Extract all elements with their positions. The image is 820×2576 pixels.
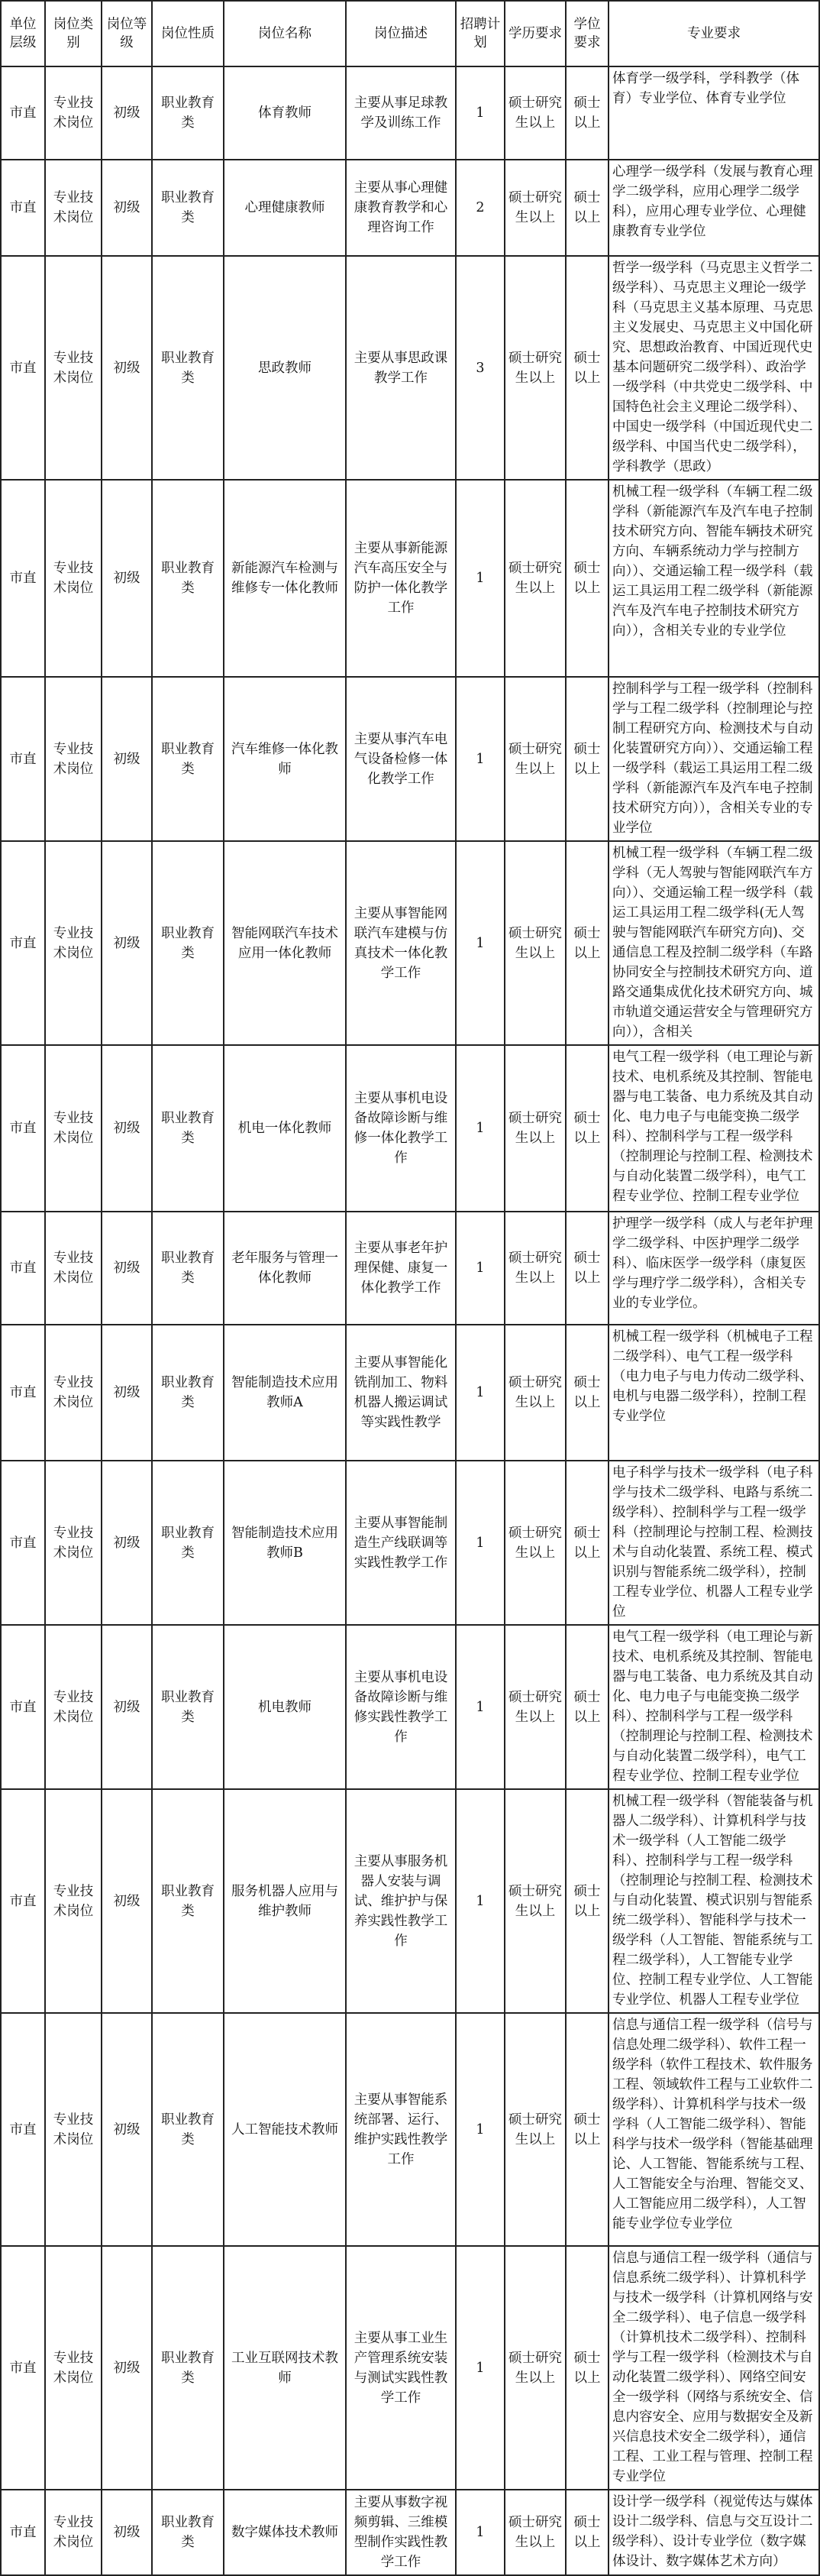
table-row: [1, 1625, 819, 1789]
cell-degree: 硕士以上: [566, 2490, 609, 2575]
cell-major: 机械工程一级学科（机械电子工程二级学科）、电气工程一级学科（电力电子与电力传动二级学科、电机与电器二级学科），控制工程专业学位: [609, 1325, 819, 1461]
cell-major: 电子科学与技术一级学科（电子科学与技术二级学科、电路与系统二级学科）、控制科学与工程一级学科（控制理论与控制工程、检测技术与自动化装置、系统工程、模式识别与智能系统二级学科），控制工程专业学位、机器人工程专业学位: [609, 1461, 819, 1625]
cell-name: 人工智能技术教师: [224, 2013, 346, 2246]
cell-level: 市直: [1, 256, 45, 480]
cell-education: 硕士研究生以上: [505, 2246, 566, 2490]
table-row: [1, 1212, 819, 1325]
cell-degree: 硕士以上: [566, 841, 609, 1045]
cell-desc: 主要从事新能源汽车高压安全与防护一体化教学工作: [346, 480, 456, 677]
cell-grade: 初级: [102, 1461, 152, 1625]
cell-major: 心理学一级学科（发展与教育心理学二级学科，应用心理学二级学科），应用心理专业学位、心理健康教育专业学位: [609, 160, 819, 256]
header-count: 招聘计划: [456, 1, 505, 66]
cell-desc: 主要从事汽车电气设备检修一体化教学工作: [346, 677, 456, 841]
cell-count: 1: [456, 1461, 505, 1625]
cell-desc: 主要从事足球教学及训练工作: [346, 66, 456, 160]
cell-count: 1: [456, 2246, 505, 2490]
table-row: [1, 1325, 819, 1461]
cell-education: 硕士研究生以上: [505, 2013, 566, 2246]
cell-education: 硕士研究生以上: [505, 1461, 566, 1625]
cell-education: 硕士研究生以上: [505, 841, 566, 1045]
cell-category: 专业技术岗位: [45, 2490, 102, 2575]
cell-name: 心理健康教师: [224, 160, 346, 256]
cell-major: 机械工程一级学科（车辆工程二级学科（新能源汽车及汽车电子控制技术研究方向、智能车辆技术研究方向、车辆系统动力学与控制方向））、交通运输工程一级学科（载运工具运用工程二级学科（新能源汽车及汽车电子控制技术研究方向）），含相关专业的专业学位: [609, 480, 819, 677]
cell-nature: 职业教育类: [152, 160, 224, 256]
cell-desc: 主要从事老年护理保健、康复一体化教学工作: [346, 1212, 456, 1325]
cell-count: 1: [456, 1212, 505, 1325]
cell-level: 市直: [1, 841, 45, 1045]
cell-level: 市直: [1, 2490, 45, 2575]
cell-name: 数字媒体技术教师: [224, 2490, 346, 2575]
cell-degree: 硕士以上: [566, 256, 609, 480]
header-category: 岗位类别: [45, 1, 102, 66]
cell-nature: 职业教育类: [152, 2246, 224, 2490]
cell-degree: 硕士以上: [566, 1461, 609, 1625]
cell-degree: 硕士以上: [566, 160, 609, 256]
cell-major: 控制科学与工程一级学科（控制科学与工程二级学科（控制理论与控制工程研究方向、检测技术与自动化装置研究方向））、交通运输工程一级学科（载运工具运用工程二级学科（新能源汽车及汽车电子控制技术研究方向）），含相关专业的专业学位: [609, 677, 819, 841]
cell-education: 硕士研究生以上: [505, 1325, 566, 1461]
cell-desc: 主要从事智能系统部署、运行、维护实践性教学工作: [346, 2013, 456, 2246]
cell-count: 1: [456, 1045, 505, 1212]
cell-level: 市直: [1, 2246, 45, 2490]
cell-count: 1: [456, 2490, 505, 2575]
cell-nature: 职业教育类: [152, 1461, 224, 1625]
cell-degree: 硕士以上: [566, 1625, 609, 1789]
cell-desc: 主要从事心理健康教育教学和心理咨询工作: [346, 160, 456, 256]
cell-name: 老年服务与管理一体化教师: [224, 1212, 346, 1325]
header-level: 单位层级: [1, 1, 45, 66]
cell-level: 市直: [1, 480, 45, 677]
cell-nature: 职业教育类: [152, 256, 224, 480]
cell-nature: 职业教育类: [152, 1325, 224, 1461]
header-name: 岗位名称: [224, 1, 346, 66]
cell-level: 市直: [1, 1325, 45, 1461]
header-desc: 岗位描述: [346, 1, 456, 66]
cell-major: 信息与通信工程一级学科（通信与信息系统二级学科）、计算机科学与技术一级学科（计算机网络与安全二级学科）、电子信息一级学科（计算机技术二级学科）、控制科学与工程一级学科（检测技术与自动化装置二级学科）、网络空间安全一级学科（网络与系统安全、信息内容安全、应用与数据安全及新兴信息技术安全二级学科），通信工程、工业工程与管理、控制工程专业学位: [609, 2246, 819, 2490]
cell-nature: 职业教育类: [152, 1212, 224, 1325]
cell-level: 市直: [1, 1625, 45, 1789]
cell-education: 硕士研究生以上: [505, 480, 566, 677]
cell-count: 3: [456, 256, 505, 480]
cell-education: 硕士研究生以上: [505, 1789, 566, 2013]
cell-category: 专业技术岗位: [45, 1325, 102, 1461]
cell-level: 市直: [1, 1461, 45, 1625]
cell-desc: 主要从事智能网联汽车建模与仿真技术一体化教学工作: [346, 841, 456, 1045]
table-row: [1, 480, 819, 677]
cell-category: 专业技术岗位: [45, 2246, 102, 2490]
cell-name: 服务机器人应用与维护教师: [224, 1789, 346, 2013]
cell-grade: 初级: [102, 2246, 152, 2490]
cell-education: 硕士研究生以上: [505, 1212, 566, 1325]
cell-count: 2: [456, 160, 505, 256]
table-row: [1, 1789, 819, 2013]
cell-major: 护理学一级学科（成人与老年护理学二级学科、中医护理学二级学科）、临床医学一级学科（康复医学与理疗学二级学科），含相关专业的专业学位。: [609, 1212, 819, 1325]
cell-education: 硕士研究生以上: [505, 2490, 566, 2575]
cell-name: 新能源汽车检测与维修专一体化教师: [224, 480, 346, 677]
header-nature: 岗位性质: [152, 1, 224, 66]
cell-category: 专业技术岗位: [45, 1625, 102, 1789]
table-row: [1, 160, 819, 256]
cell-major: 信息与通信工程一级学科（信号与信息处理二级学科）、软件工程一级学科（软件工程技术、软件服务工程、领域软件工程与工业软件二级学科）、计算机科学与技术一级学科（人工智能二级学科）、智能科学与技术一级学科（智能基础理论、人工智能、智能系统与工程、人工智能安全与治理、智能交叉、人工智能应用二级学科），人工智能专业学位专业学位: [609, 2013, 819, 2246]
cell-major: 机械工程一级学科（智能装备与机器人二级学科）、计算机科学与技术一级学科（人工智能二级学科）、控制科学与工程一级学科（控制理论与控制工程、检测技术与自动化装置、模式识别与智能系统二级学科）、智能科学与技术一级学科（人工智能、智能系统与工程二级学科），人工智能专业学位、控制工程专业学位、人工智能专业学位、机器人工程专业学位: [609, 1789, 819, 2013]
table-row: [1, 1461, 819, 1625]
cell-major: 设计学一级学科（视觉传达与媒体设计二级学科、信息与交互设计二级学科）、设计专业学位（数字媒体设计、数字媒体艺术方向）: [609, 2490, 819, 2575]
cell-major: 电气工程一级学科（电工理论与新技术、电机系统及其控制、智能电器与电工装备、电力系统及其自动化、电力电子与电能变换二级学科）、控制科学与工程一级学科（控制理论与控制工程、检测技术与自动化装置二级学科），电气工程专业学位、控制工程专业学位: [609, 1045, 819, 1212]
cell-count: 1: [456, 480, 505, 677]
cell-desc: 主要从事服务机器人安装与调试、维护护与保养实践性教学工作: [346, 1789, 456, 2013]
table-row: [1, 2246, 819, 2490]
cell-category: 专业技术岗位: [45, 66, 102, 160]
cell-nature: 职业教育类: [152, 2013, 224, 2246]
cell-name: 思政教师: [224, 256, 346, 480]
cell-category: 专业技术岗位: [45, 841, 102, 1045]
cell-degree: 硕士以上: [566, 2246, 609, 2490]
cell-desc: 主要从事机电设备故障诊断与维修实践性教学工作: [346, 1625, 456, 1789]
header-row: [1, 1, 819, 66]
cell-desc: 主要从事数字视频剪辑、三维模型制作实践性教学工作: [346, 2490, 456, 2575]
cell-count: 1: [456, 1325, 505, 1461]
cell-count: 1: [456, 1625, 505, 1789]
cell-degree: 硕士以上: [566, 1789, 609, 2013]
cell-nature: 职业教育类: [152, 1045, 224, 1212]
header-major: 专业要求: [609, 1, 819, 66]
cell-desc: 主要从事机电设备故障诊断与维修一体化教学工作: [346, 1045, 456, 1212]
cell-level: 市直: [1, 160, 45, 256]
cell-nature: 职业教育类: [152, 2490, 224, 2575]
cell-education: 硕士研究生以上: [505, 677, 566, 841]
cell-desc: 主要从事工业生产管理系统安装与测试实践性教学工作: [346, 2246, 456, 2490]
cell-count: 1: [456, 841, 505, 1045]
header-education: 学历要求: [505, 1, 566, 66]
cell-desc: 主要从事智能化铣削加工、物料机器人搬运调试等实践性教学: [346, 1325, 456, 1461]
cell-nature: 职业教育类: [152, 480, 224, 677]
cell-level: 市直: [1, 677, 45, 841]
cell-desc: 主要从事思政课教学工作: [346, 256, 456, 480]
table-body: [1, 66, 819, 2575]
cell-count: 1: [456, 2013, 505, 2246]
cell-grade: 初级: [102, 1045, 152, 1212]
cell-grade: 初级: [102, 1325, 152, 1461]
cell-level: 市直: [1, 66, 45, 160]
cell-grade: 初级: [102, 1789, 152, 2013]
cell-degree: 硕士以上: [566, 1212, 609, 1325]
cell-count: 1: [456, 1789, 505, 2013]
table-row: [1, 677, 819, 841]
cell-major: 体育学一级学科，学科教学（体育）专业学位、体育专业学位: [609, 66, 819, 160]
cell-category: 专业技术岗位: [45, 677, 102, 841]
cell-nature: 职业教育类: [152, 1625, 224, 1789]
cell-grade: 初级: [102, 256, 152, 480]
cell-category: 专业技术岗位: [45, 1045, 102, 1212]
cell-category: 专业技术岗位: [45, 1212, 102, 1325]
cell-category: 专业技术岗位: [45, 1789, 102, 2013]
header-degree: 学位要求: [566, 1, 609, 66]
cell-education: 硕士研究生以上: [505, 256, 566, 480]
cell-grade: 初级: [102, 677, 152, 841]
cell-major: 哲学一级学科（马克思主义哲学二级学科）、马克思主义理论一级学科（马克思主义基本原理、马克思主义发展史、马克思主义中国化研究、思想政治教育、中国近现代史基本问题研究二级学科）、政治学一级学科（中共党史二级学科、中国特色社会主义理论二级学科）、中国史一级学科（中国近现代史二级学科、中国当代史二级学科），学科教学（思政）: [609, 256, 819, 480]
cell-major: 电气工程一级学科（电工理论与新技术、电机系统及其控制、智能电器与电工装备、电力系统及其自动化、电力电子与电能变换二级学科）、控制科学与工程一级学科（控制理论与控制工程、检测技术与自动化装置二级学科），电气工程专业学位、控制工程专业学位: [609, 1625, 819, 1789]
cell-degree: 硕士以上: [566, 1325, 609, 1461]
cell-name: 智能网联汽车技术应用一体化教师: [224, 841, 346, 1045]
cell-grade: 初级: [102, 66, 152, 160]
table-row: [1, 256, 819, 480]
cell-desc: 主要从事智能制造生产线联调等实践性教学工作: [346, 1461, 456, 1625]
table-row: [1, 1045, 819, 1212]
table-row: [1, 66, 819, 160]
cell-name: 智能制造技术应用教师B: [224, 1461, 346, 1625]
cell-category: 专业技术岗位: [45, 1461, 102, 1625]
cell-count: 1: [456, 66, 505, 160]
cell-grade: 初级: [102, 841, 152, 1045]
cell-category: 专业技术岗位: [45, 160, 102, 256]
cell-degree: 硕士以上: [566, 677, 609, 841]
cell-nature: 职业教育类: [152, 677, 224, 841]
cell-level: 市直: [1, 2013, 45, 2246]
cell-education: 硕士研究生以上: [505, 160, 566, 256]
cell-category: 专业技术岗位: [45, 480, 102, 677]
cell-degree: 硕士以上: [566, 480, 609, 677]
cell-grade: 初级: [102, 160, 152, 256]
cell-grade: 初级: [102, 1625, 152, 1789]
cell-education: 硕士研究生以上: [505, 66, 566, 160]
cell-degree: 硕士以上: [566, 2013, 609, 2246]
cell-name: 工业互联网技术教师: [224, 2246, 346, 2490]
cell-education: 硕士研究生以上: [505, 1045, 566, 1212]
table-row: [1, 2013, 819, 2246]
cell-name: 体育教师: [224, 66, 346, 160]
cell-grade: 初级: [102, 480, 152, 677]
cell-count: 1: [456, 677, 505, 841]
header-grade: 岗位等级: [102, 1, 152, 66]
cell-level: 市直: [1, 1045, 45, 1212]
cell-grade: 初级: [102, 1212, 152, 1325]
cell-degree: 硕士以上: [566, 1045, 609, 1212]
cell-degree: 硕士以上: [566, 66, 609, 160]
cell-category: 专业技术岗位: [45, 256, 102, 480]
cell-name: 机电一体化教师: [224, 1045, 346, 1212]
cell-level: 市直: [1, 1212, 45, 1325]
cell-level: 市直: [1, 1789, 45, 2013]
cell-name: 汽车维修一体化教师: [224, 677, 346, 841]
cell-name: 智能制造技术应用教师A: [224, 1325, 346, 1461]
cell-nature: 职业教育类: [152, 841, 224, 1045]
cell-nature: 职业教育类: [152, 66, 224, 160]
cell-category: 专业技术岗位: [45, 2013, 102, 2246]
cell-grade: 初级: [102, 2013, 152, 2246]
cell-education: 硕士研究生以上: [505, 1625, 566, 1789]
table-row: [1, 841, 819, 1045]
cell-major: 机械工程一级学科（车辆工程二级学科（无人驾驶与智能网联汽车方向））、交通运输工程一级学科（载运工具运用工程二级学科(无人驾驶与智能网联汽车研究方向)、交通信息工程及控制二级学科（车路协同安全与控制技术研究方向、道路交通集成优化技术研究方向、城市轨道交通运营安全与管理研究方向）），含相关: [609, 841, 819, 1045]
cell-name: 机电教师: [224, 1625, 346, 1789]
table-row: [1, 2490, 819, 2575]
cell-grade: 初级: [102, 2490, 152, 2575]
cell-nature: 职业教育类: [152, 1789, 224, 2013]
